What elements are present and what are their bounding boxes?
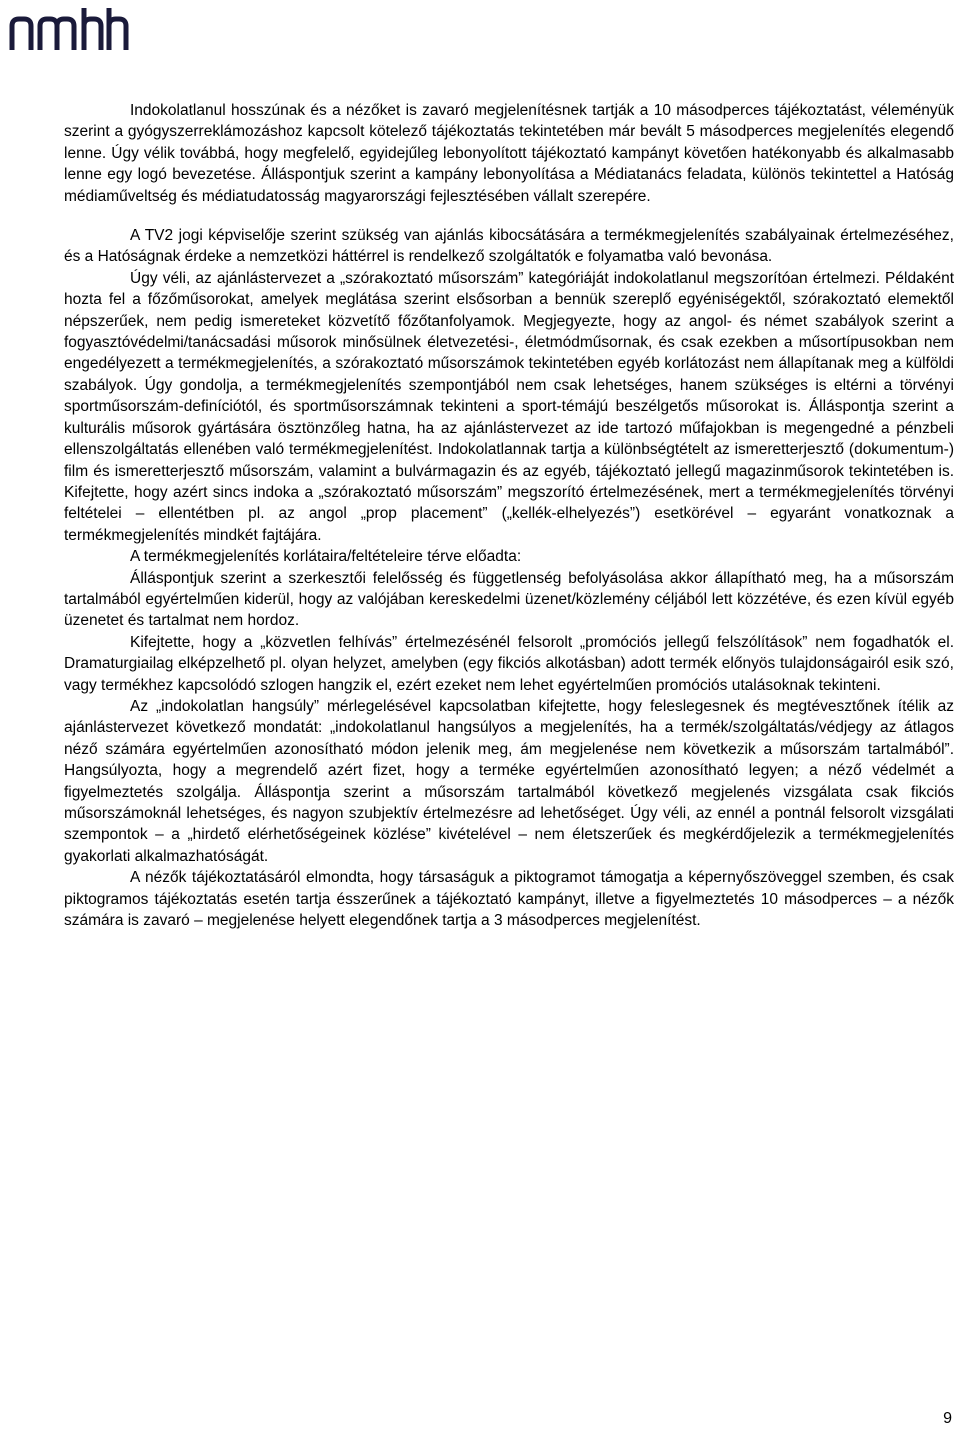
paragraph-5: Álláspontjuk szerint a szerkesztői felelősség és függetlenség befolyásolása akkor állapítható meg, ha a műsorszám tartalmából egyértelműen kiderül, hogy az valójában kereskedelmi üzenet/közlemény céljából lett közzétéve, és ezen kívül egyéb üzenetet és tartalmat nem hordoz. [64, 569, 954, 630]
paragraph-7: Az „indokolatlan hangsúly” mérlegelésével kapcsolatban kifejtette, hogy feleslegesnek és megtévesztőnek ítélik az ajánlástervezet következő mondatát: „indokolatlanul hangsúlyos a megjelenítés, ha a termék/szolgáltatás/védjegy az átlagos néző számára egyértelműen azonosítható módon jelenik meg, ám megjelenése nem következik a műsorszám tartalmából”. Hangsúlyozta, hogy a megrendelő azért fizet, hogy a terméke egyértelműen azonosítható legyen; a néző védelmét a figyelmeztetés szolgálja. Álláspontja szerint a műsorszám tartalmából következő megjelenés vizsgálata csak fikciós műsorszámoknál lehetséges, és nagyon szubjektív értelmezésre ad lehetőséget. Úgy véli, az ennél a pontnál felsorolt vizsgálati szempontok – a „hirdető elérhetőségeinek közlése” kivételével – nem életszerűek és megkérdőjelezik a termékmegjelenítés gyakorlati alkalmazhatóságát. [64, 697, 954, 865]
nmhh-logo [8, 6, 132, 52]
page-number: 9 [943, 1410, 952, 1427]
paragraph-4: A termékmegjelenítés korlátaira/feltételeire térve előadta: [130, 548, 522, 566]
paragraph-3: Úgy véli, az ajánlástervezet a „szórakoztató műsorszám” kategóriáját indokolatlanul megszorítóan értelmezi. Példaként hozta fel a főzőműsorokat, amelyek meglátása szerint elsősorban a bennük szereplő egyéniségektől, szórakoztató elemektől népszerűek, nem pedig ismereteket közvetítő főzőtanfolyamok. Megjegyezte, hogy az angol- és német szabályok szerint a fogyasztóvédelmi/tanácsadási műsorok minősülnek életvezetési-, életmódműsornak, és csak ezekben a műsortípusokban nem engedélyezett a termékmegjelenítés, a szórakoztató műsorszámok tekintetében egyéb korlátozást nem állapítanak meg a külföldi szabályok. Úgy gondolja, a termékmegjelenítés szempontjából nem csak lehetséges, hanem szükséges is eltérni a törvényi sportműsorszám-definíciótól, és sportműsorszámnak tekinteni a sport-témájú beszélgetős műsorokat is. Álláspontja szerint a kulturális műsorok gyártására ösztönzőleg hatna, ha az ajánlástervezet az ide tartozó műfajokban is megengedné a pénzbeli ellenszolgáltatás ellenében való termékmegjelenítést. Indokolatlannak tartja a különbségtételt az ismeretterjesztő (dokumentum-) film és ismeretterjesztő műsorszám, valamint a bulvármagazin és az egyéb, tájékoztató jellegű magazinműsorok tekintetében is. Kifejtette, hogy azért sincs indoka a „szórakoztató műsorszám” megszorító értelmezésének, mert a termékmegjelenítés törvényi feltételei – ellentétben pl. az angol „prop placement” („kellék-elhelyezés”) esetkörével – egyaránt vonatkoznak a termékmegjelenítés mindkét fajtájára. [64, 269, 954, 544]
nmhh-logo-icon [8, 6, 132, 52]
paragraph-8: A nézők tájékoztatásáról elmondta, hogy társaságuk a piktogramot támogatja a képernyőszöveggel szemben, és csak piktogramos tájékoztatás esetén tartja ésszerűnek a tájékoztató kampányt, illetve a figyelmeztetés 10 másodperces – a nézők számára is zavaró – megjelenése helyett elegendőnek tartja a 3 másodperces megjelenítést. [64, 869, 954, 930]
paragraph-1: Indokolatlanul hosszúnak és a nézőket is zavaró megjelenítésnek tartják a 10 másodperces tájékoztatást, véleményük szerint a gyógyszerreklámozáshoz kapcsolt kötelező tájékoztatás tekintetében már bevált 5 másodperces megjelenítés elegendő lenne. Úgy vélik továbbá, hogy megfelelő, egyidejűleg lebonyolított tájékoztató kampányt követően hatékonyabb és alkalmasabb lenne egy logó bevezetése. Álláspontjuk szerint a kampány lebonyolítása a Médiatanács feladata, különös tekintettel a Hatóság médiaműveltség és médiatudatosság magyarországi fejlesztésében vállalt szerepére. [64, 102, 954, 205]
paragraph-6: Kifejtette, hogy a „közvetlen felhívás” értelmezésénél felsorolt „promóciós jellegű felszólítások” nem fogadhatók el. Dramaturgiailag elképzelhető pl. olyan helyzet, amelyben (egy fikciós alkotásban) adott termék előnyös tulajdonságairól esik szó, vagy termékhez kapcsolódó szlogen hangzik el, ezért ezeket nem lehet egyértelműen promóciós utalásoknak tekinteni. [64, 633, 954, 694]
document-body [64, 100, 954, 931]
paragraph-2: A TV2 jogi képviselője szerint szükség van ajánlás kibocsátására a termékmegjelenítés szabályainak értelmezéséhez, és a Hatóságnak érdeke a nemzetközi háttérrel is rendelkező szolgáltatók e folyamatba való bevonása. [64, 227, 954, 266]
